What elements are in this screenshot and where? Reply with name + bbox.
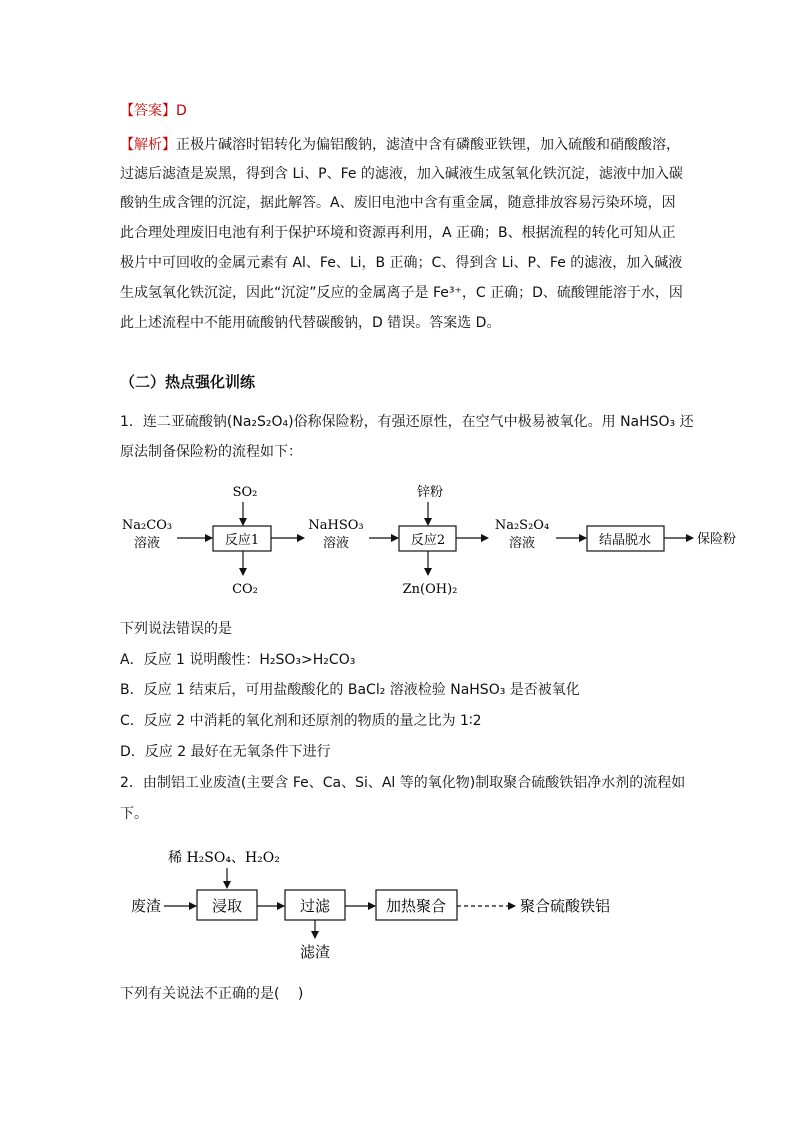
analysis-tag: 【解析】 xyxy=(120,137,176,153)
q2-bottom: 滤渣 xyxy=(299,943,331,961)
answer-value: D xyxy=(176,103,187,119)
q1-stem-line-1: 1．连二亚硫酸钠(Na₂S₂O₄)俗称保险粉，有强还原性，在空气中极易被氧化。用 NaHSO₃ 还 xyxy=(120,414,694,430)
analysis-line-2: 过滤后滤渣是炭黑，得到含 Li、P、Fe 的滤液，加入碱液生成氢氧化铁沉淀，滤液中加入碳 xyxy=(120,166,683,182)
q1-option-c: C．反应 2 中消耗的氧化剂和还原剂的物质的量之比为 1∶2 xyxy=(120,713,482,729)
q1-option-d: D．反应 2 最好在无氧条件下进行 xyxy=(120,744,331,760)
analysis-line-3: 酸钠生成含锂的沉淀，据此解答。A、废旧电池中含有重金属，随意排放容易污染环境，因 xyxy=(120,195,676,211)
q1-mid-formula: NaHSO₃ xyxy=(308,518,364,533)
q1-option-a: A．反应 1 说明酸性：H₂SO₃>H₂CO₃ xyxy=(120,652,356,668)
q1-prompt: 下列说法错误的是 xyxy=(120,621,232,637)
analysis-line-5: 极片中可回收的金属元素有 Al、Fe、Li，B 正确；C、得到含 Li、P、Fe 的滤液，加入碱液 xyxy=(120,255,683,271)
q2-stem-line-1: 2．由制铝工业废渣(主要含 Fe、Ca、Si、Al 等的氧化物)制取聚合硫酸铁铝净水剂的流程如 xyxy=(120,775,686,791)
q2-flow-diagram xyxy=(0,840,794,970)
analysis-line-6: 生成氢氧化铁沉淀，因此“沉淀”反应的金属离子是 Fe³⁺，C 正确；D、硫酸锂能溶于水，因 xyxy=(120,285,683,301)
q1-box-1-label: 反应1 xyxy=(224,533,260,548)
q2-stem-line-2: 下。 xyxy=(120,806,148,822)
q1-stem-line-2: 原法制备保险粉的流程如下： xyxy=(120,444,302,460)
answer-line xyxy=(120,101,187,121)
q1-start-sub: 溶液 xyxy=(133,536,161,551)
q1-end: 保险粉 xyxy=(697,532,737,547)
q1-bottom-2: Zn(OH)₂ xyxy=(402,582,458,597)
q1-box-2-label: 反应2 xyxy=(410,533,446,548)
answer-tag: 【答案】 xyxy=(120,103,176,119)
analysis-line-4: 此合理处理废旧电池有利于保护环境和资源再利用，A 正确；B、根据流程的转化可知从正 xyxy=(120,225,676,241)
q2-box-2-label: 过滤 xyxy=(299,897,331,915)
q1-flow-diagram xyxy=(0,470,794,605)
q1-box-3-label: 结晶脱水 xyxy=(598,533,652,548)
q1-mid-sub: 溶液 xyxy=(322,536,350,551)
q2-end: 聚合硫酸铁铝 xyxy=(520,897,611,915)
q1-product-formula: Na₂S₂O₄ xyxy=(494,518,550,533)
q1-product-sub: 溶液 xyxy=(508,536,536,551)
q1-top-2: 锌粉 xyxy=(416,485,444,500)
section-title: （二）热点强化训练 xyxy=(120,373,256,391)
q1-option-b: B．反应 1 结束后，可用盐酸酸化的 BaCl₂ 溶液检验 NaHSO₃ 是否被氧化 xyxy=(120,682,580,698)
q2-prompt: 下列有关说法不正确的是( ) xyxy=(120,986,304,1002)
q1-bottom-1: CO₂ xyxy=(232,582,258,597)
analysis-line-1 xyxy=(120,135,680,155)
q2-box-3-label: 加热聚合 xyxy=(385,897,447,915)
analysis-line-7: 此上述流程中不能用硫酸钠代替碳酸钠，D 错误。答案选 D。 xyxy=(120,315,501,331)
q1-top-1: SO₂ xyxy=(232,485,258,500)
q1-start-formula: Na₂CO₃ xyxy=(121,518,173,533)
analysis-text-1: 正极片碱溶时铝转化为偏铝酸钠，滤渣中含有磷酸亚铁锂，加入硫酸和硝酸酸溶， xyxy=(176,137,680,153)
q2-top: 稀 H₂SO₄、H₂O₂ xyxy=(168,850,280,866)
q2-box-1-label: 浸取 xyxy=(211,897,243,915)
q2-start: 废渣 xyxy=(130,897,162,915)
